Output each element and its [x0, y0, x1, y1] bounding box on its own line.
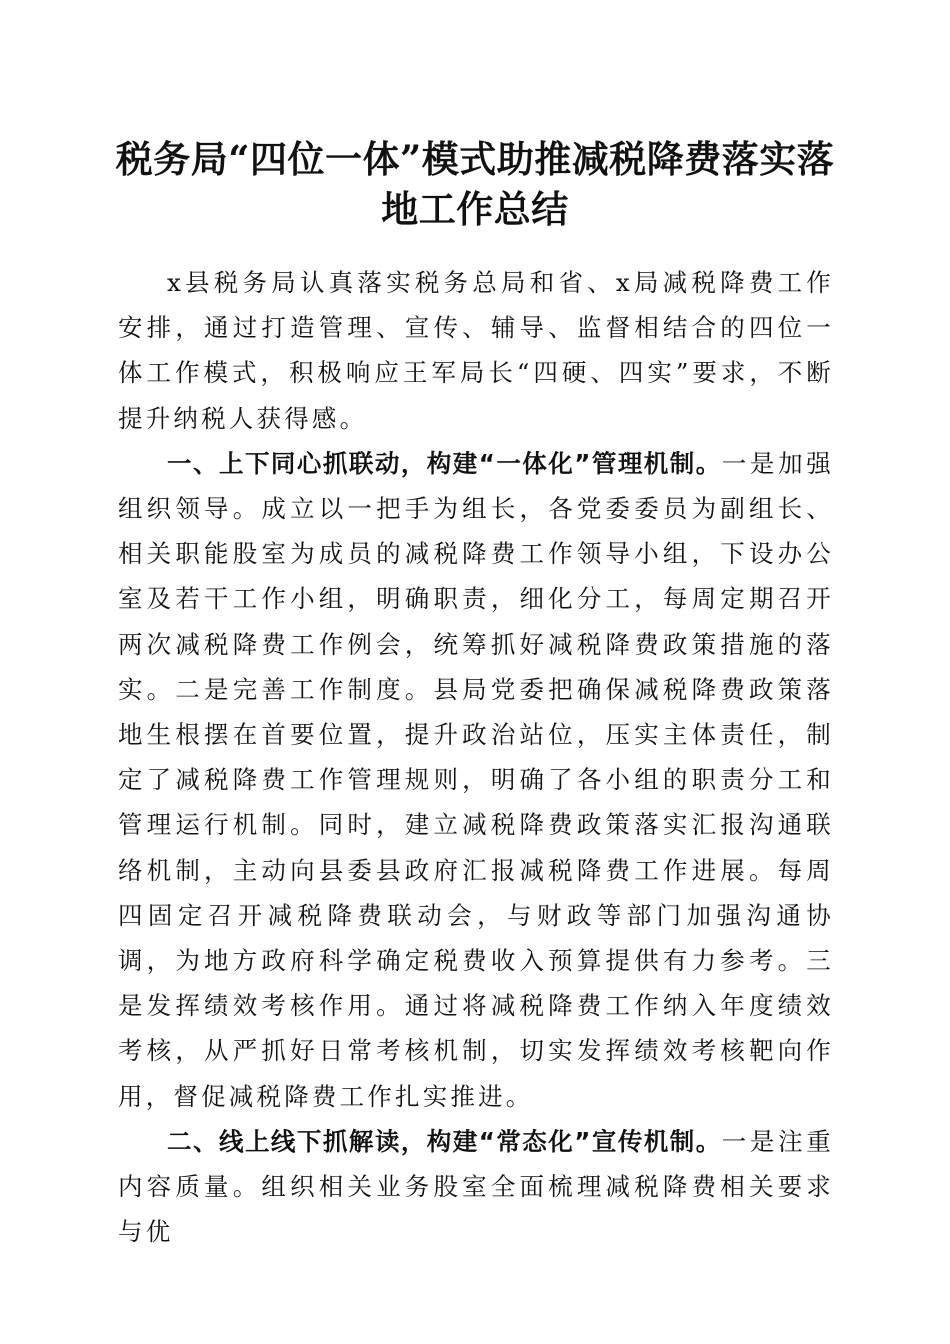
document-body: [118, 260, 834, 1254]
section-body-1: 一是加强组织领导。成立以一把手为组长，各党委委员为副组长、相关职能股室为成员的减税降费工作领导小组，下设办公室及若干工作小组，明确职责，细化分工，每周定期召开两次减税降费工作例会，统筹抓好减税降费政策措施的落实。二是完善工作制度。县局党委把确保减税降费政策落地生根摆在首要位置，提升政治站位，压实主体责任，制定了减税降费工作管理规则，明确了各小组的职责分工和管理运行机制。同时，建立减税降费政策落实汇报沟通联络机制，主动向县委县政府汇报减税降费工作进展。每周四固定召开减税降费联动会，与财政等部门加强沟通协调，为地方政府科学确定税费收入预算提供有力参考。三是发挥绩效考核作用。通过将减税降费工作纳入年度绩效考核，从严抓好日常考核机制，切实发挥绩效考核靶向作用，督促减税降费工作扎实推进。: [118, 448, 834, 1111]
document-title-line-2: 地工作总结: [381, 187, 569, 231]
section-paragraph-1: [118, 441, 834, 1119]
section-heading-2: 二、线上线下抓解读，构建“常态化”宣传机制。: [167, 1126, 722, 1156]
section-paragraph-2: [118, 1119, 834, 1255]
document-title-line-1: 税务局“四位一体”模式助推减税降费落实落: [115, 137, 835, 181]
document-title: [100, 134, 850, 234]
section-heading-1: 一、上下同心抓联动，构建“一体化”管理机制。: [167, 448, 722, 478]
section-body-2: 一是注重内容质量。组织相关业务股室全面梳理减税降费相关要求与优: [118, 1126, 834, 1247]
intro-paragraph: x县税务局认真落实税务总局和省、x局减税降费工作安排，通过打造管理、宣传、辅导、监督相结合的四位一体工作模式，积极响应王军局长“四硬、四实”要求，不断提升纳税人获得感。: [118, 268, 834, 433]
